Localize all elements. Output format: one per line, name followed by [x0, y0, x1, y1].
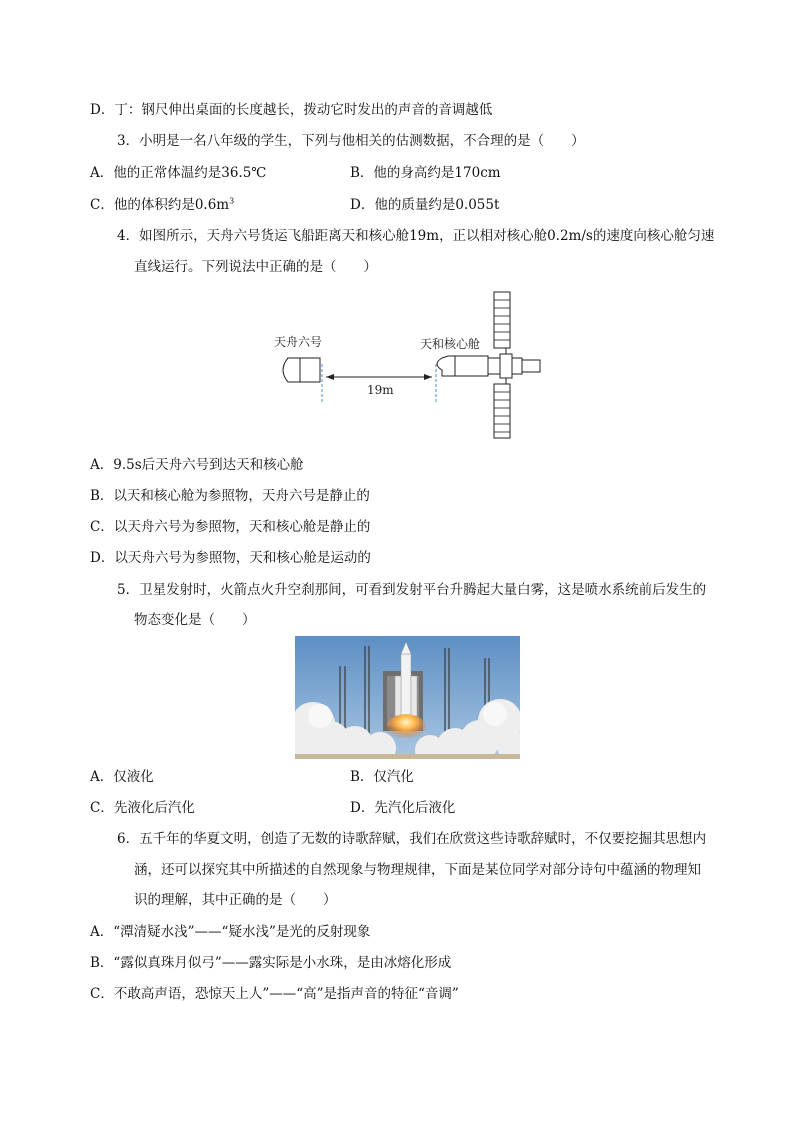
q5-option-c: C．先液化后汽化: [90, 800, 195, 816]
q6-stem-line3: 识的理解，其中正确的是（ ）: [134, 892, 337, 908]
q6-option-c: C．不敢高声语，恐惊天上人”——“高”是指声音的特征“音调”: [90, 986, 459, 1002]
q4-option-d: D．以天舟六号为参照物，天和核心舱是运动的: [90, 550, 371, 566]
q4-option-c: C．以天舟六号为参照物，天和核心舱是静止的: [90, 519, 371, 535]
docking-diagram: [270, 288, 550, 440]
q6-stem-line2: 涵，还可以探究其中所描述的自然现象与物理规律，下面是某位同学对部分诗句中蕴涵的物理知: [134, 862, 701, 878]
q4-stem-line2: 直线运行。下列说法中正确的是（ ）: [134, 259, 377, 275]
q4-option-a: A．9.5s后天舟六号到达天和核心舱: [90, 457, 304, 473]
q5-option-d: D．先汽化后液化: [350, 800, 456, 816]
q6-stem-line1: 6．五千年的华夏文明，创造了无数的诗歌辞赋，我们在欣赏这些诗歌辞赋时，不仅要挖掘其思想内: [117, 831, 707, 847]
q4-option-b: B．以天和核心舱为参照物，天舟六号是静止的: [90, 488, 370, 504]
q6-option-a: A．“潭清疑水浅”——“疑水浅”是光的反射现象: [90, 924, 371, 940]
q3-option-b: B．他的身高约是170cm: [350, 165, 501, 181]
q3-stem: 3．小明是一名八年级的学生，下列与他相关的估测数据，不合理的是（ ）: [117, 133, 585, 149]
q3-option-c-text: C．他的体积约是0.6m: [90, 197, 230, 213]
tianzhou-label: 天舟六号: [274, 335, 323, 349]
q4-stem-line1: 4．如图所示，天舟六号货运飞船距离天和核心舱19m，正以相对核心舱0.2m/s的速度向核心舱匀速: [117, 228, 715, 244]
q3-option-c-sup: 3: [229, 196, 235, 206]
q5-stem-line1: 5．卫星发射时，火箭点火升空刹那间，可看到发射平台升腾起大量白雾，这是喷水系统前后发生的: [117, 582, 707, 598]
q5-option-a: A．仅液化: [90, 769, 154, 785]
q5-stem-line2: 物态变化是（ ）: [134, 612, 256, 628]
distance-label: 19m: [367, 383, 394, 397]
q2-option-d: D．丁：钢尺伸出桌面的长度越长，拨动它时发出的声音的音调越低: [90, 102, 493, 118]
q5-option-b: B．仅汽化: [350, 769, 414, 785]
tianhe-module: [437, 356, 488, 376]
q3-option-c: [90, 195, 234, 215]
q3-option-a: A．他的正常体温约是36.5℃: [90, 165, 267, 181]
q3-option-d: D．他的质量约是0.055t: [350, 197, 500, 213]
tianzhou-capsule: [283, 358, 320, 382]
q6-option-b: B．“露似真珠月似弓”——露实际是小水珠，是由冰熔化形成: [90, 955, 452, 971]
rocket-launch-photo: [295, 636, 520, 759]
tianhe-label: 天和核心舱: [420, 337, 481, 351]
